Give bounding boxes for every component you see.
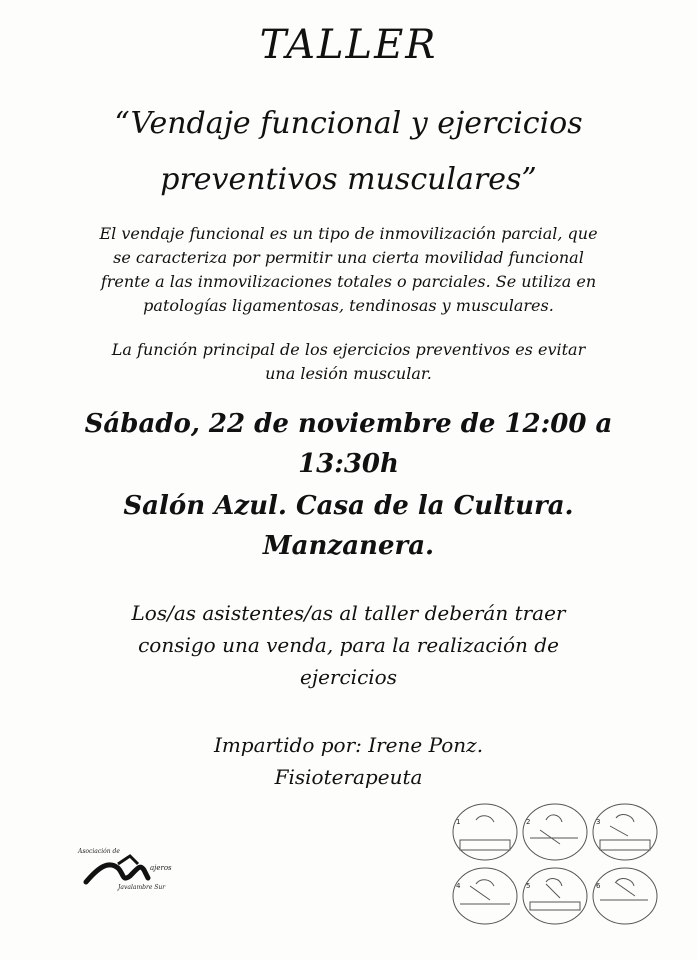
note-line: consigo una venda, para la realización de xyxy=(138,633,559,657)
logo-bottom-text: Javalambre Sur xyxy=(118,884,166,891)
date-line-1: Sábado, 22 de noviembre de 12:00 a xyxy=(84,409,613,439)
intro-line: patologías ligamentosas, tendinosas y musculares. xyxy=(143,296,554,315)
title: TALLER xyxy=(259,22,438,68)
date-line-2: 13:30h xyxy=(298,449,399,479)
intro-line: se caracteriza por permitir una cierta movilidad funcional xyxy=(113,248,584,267)
intro-line: frente a las inmovilizaciones totales o parciales. Se utiliza en xyxy=(100,272,597,291)
step-number: 2 xyxy=(526,818,531,826)
bandage-steps-illustration xyxy=(450,800,660,930)
step-number: 4 xyxy=(456,882,461,890)
subtitle-line-1: “Vendaje funcional y ejercicios xyxy=(114,106,583,141)
intro-line: El vendaje funcional es un tipo de inmovilización parcial, que xyxy=(99,224,598,243)
association-logo xyxy=(78,838,208,898)
note-line: Los/as asistentes/as al taller deberán traer xyxy=(131,601,566,625)
purpose-line: La función principal de los ejercicios preventivos es evitar xyxy=(111,340,586,359)
step-number: 6 xyxy=(596,882,601,890)
step-number: 5 xyxy=(526,882,531,890)
purpose-line: una lesión muscular. xyxy=(265,364,432,383)
step-number: 1 xyxy=(456,818,461,826)
note-line: ejercicios xyxy=(300,665,397,689)
intro-paragraph xyxy=(40,222,657,318)
step-number: 3 xyxy=(596,818,601,826)
purpose-paragraph xyxy=(40,338,657,386)
subtitle-line-2: preventivos musculares” xyxy=(160,162,537,197)
logo-top-text: Asociación de xyxy=(78,848,120,855)
instructor-role: Fisioterapeuta xyxy=(274,765,423,789)
place-line-2: Manzanera. xyxy=(262,531,435,561)
place-line-1: Salón Azul. Casa de la Cultura. xyxy=(123,491,574,521)
instructor-line: Impartido por: Irene Ponz. xyxy=(213,733,484,757)
svg-text:ajeros: ajeros xyxy=(150,864,172,872)
